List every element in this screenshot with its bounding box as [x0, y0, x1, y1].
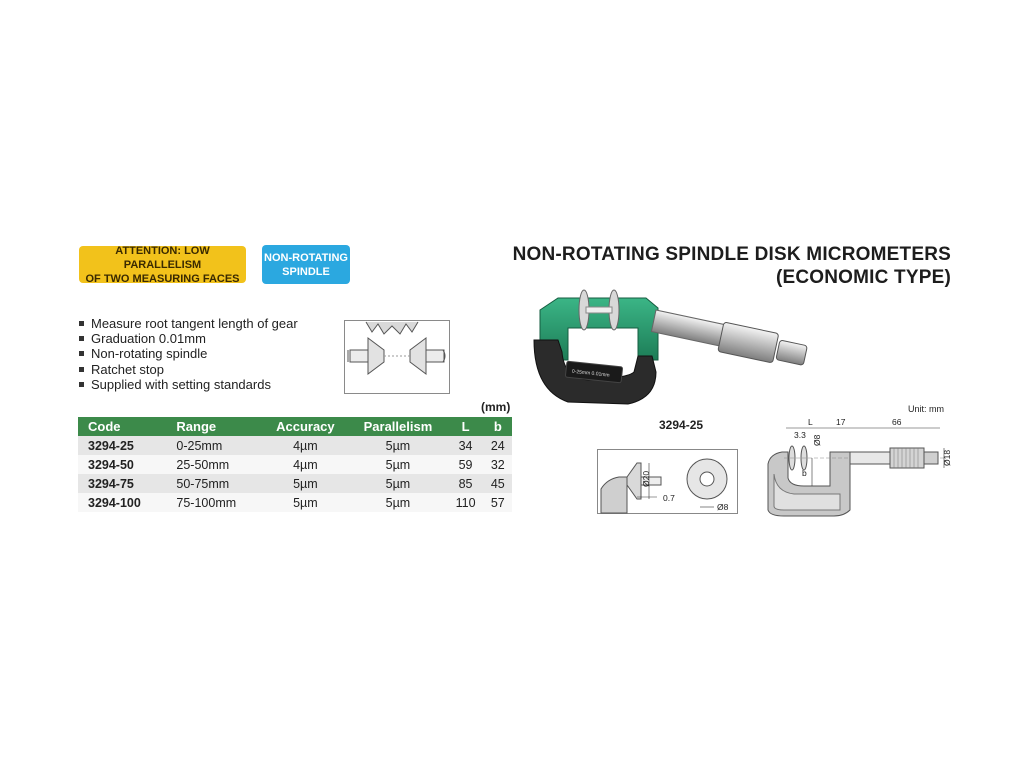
cell-l: 110 [448, 493, 484, 512]
cell-range: 0-25mm [164, 436, 262, 455]
cell-l: 34 [448, 436, 484, 455]
attention-badge-line1: ATTENTION: LOW PARALLELISM [115, 244, 210, 271]
dim-phi8-side: Ø8 [717, 502, 729, 512]
feature-item: Ratchet stop [78, 362, 298, 377]
feature-list [78, 316, 298, 392]
cell-code: 3294-75 [78, 474, 164, 493]
title-line2: (ECONOMIC TYPE) [775, 267, 951, 288]
dim-phi18: Ø18 [942, 449, 952, 466]
cell-parallelism: 5µm [348, 493, 447, 512]
table-unit: (mm) [481, 400, 511, 414]
header-parallelism: Parallelism [348, 417, 447, 436]
non-rotating-badge-line2: SPINDLE [282, 265, 330, 278]
non-rotating-badge-line1: NON-ROTATING [264, 251, 348, 264]
table-row [78, 436, 512, 455]
table-row [78, 474, 512, 493]
dim-0-7: 0.7 [663, 493, 675, 503]
cell-accuracy: 5µm [262, 474, 348, 493]
dim-3-3: 3.3 [794, 430, 806, 440]
cell-accuracy: 4µm [262, 455, 348, 474]
non-rotating-badge [262, 245, 350, 284]
gear-measurement-illustration [344, 320, 450, 394]
table-header-row [78, 417, 512, 436]
micrometer-technical-drawing [764, 414, 960, 518]
cell-b: 57 [484, 493, 512, 512]
dim-b: b [802, 468, 807, 478]
header-accuracy: Accuracy [262, 417, 348, 436]
cell-range: 25-50mm [164, 455, 262, 474]
cell-accuracy: 4µm [262, 436, 348, 455]
dim-l: L [808, 417, 813, 427]
cell-range: 50-75mm [164, 474, 262, 493]
frame-print-text: 0-25mm 0.01mm [571, 368, 610, 379]
cell-range: 75-100mm [164, 493, 262, 512]
dim-66: 66 [892, 417, 902, 427]
micrometer-product-image [528, 280, 818, 410]
cell-code: 3294-25 [78, 436, 164, 455]
product-model-label: 3294-25 [659, 418, 704, 432]
cell-parallelism: 5µm [348, 455, 447, 474]
attention-badge-line2: OF TWO MEASURING FACES [85, 272, 240, 285]
header-range: Range [164, 417, 262, 436]
cell-b: 24 [484, 436, 512, 455]
cell-b: 32 [484, 455, 512, 474]
feature-item: Non-rotating spindle [78, 346, 298, 361]
cell-code: 3294-50 [78, 455, 164, 474]
cell-b: 45 [484, 474, 512, 493]
drawing-unit-label: Unit: mm [908, 404, 944, 414]
disk-detail-drawing [597, 449, 739, 515]
attention-badge [79, 246, 246, 283]
spec-table [78, 417, 512, 512]
cell-code: 3294-100 [78, 493, 164, 512]
header-code: Code [78, 417, 164, 436]
header-l: L [448, 417, 484, 436]
feature-item: Graduation 0.01mm [78, 331, 298, 346]
cell-l: 85 [448, 474, 484, 493]
cell-l: 59 [448, 455, 484, 474]
title-line1: NON-ROTATING SPINDLE DISK MICROMETERS [512, 244, 951, 265]
table-row [78, 493, 512, 512]
feature-item: Measure root tangent length of gear [78, 316, 298, 331]
dim-phi8-top: Ø8 [812, 434, 822, 446]
dim-phi20: Ø20 [641, 470, 651, 487]
cell-accuracy: 5µm [262, 493, 348, 512]
dim-17: 17 [836, 417, 846, 427]
feature-item: Supplied with setting standards [78, 377, 298, 392]
header-b: b [484, 417, 512, 436]
cell-parallelism: 5µm [348, 436, 447, 455]
table-row [78, 455, 512, 474]
cell-parallelism: 5µm [348, 474, 447, 493]
